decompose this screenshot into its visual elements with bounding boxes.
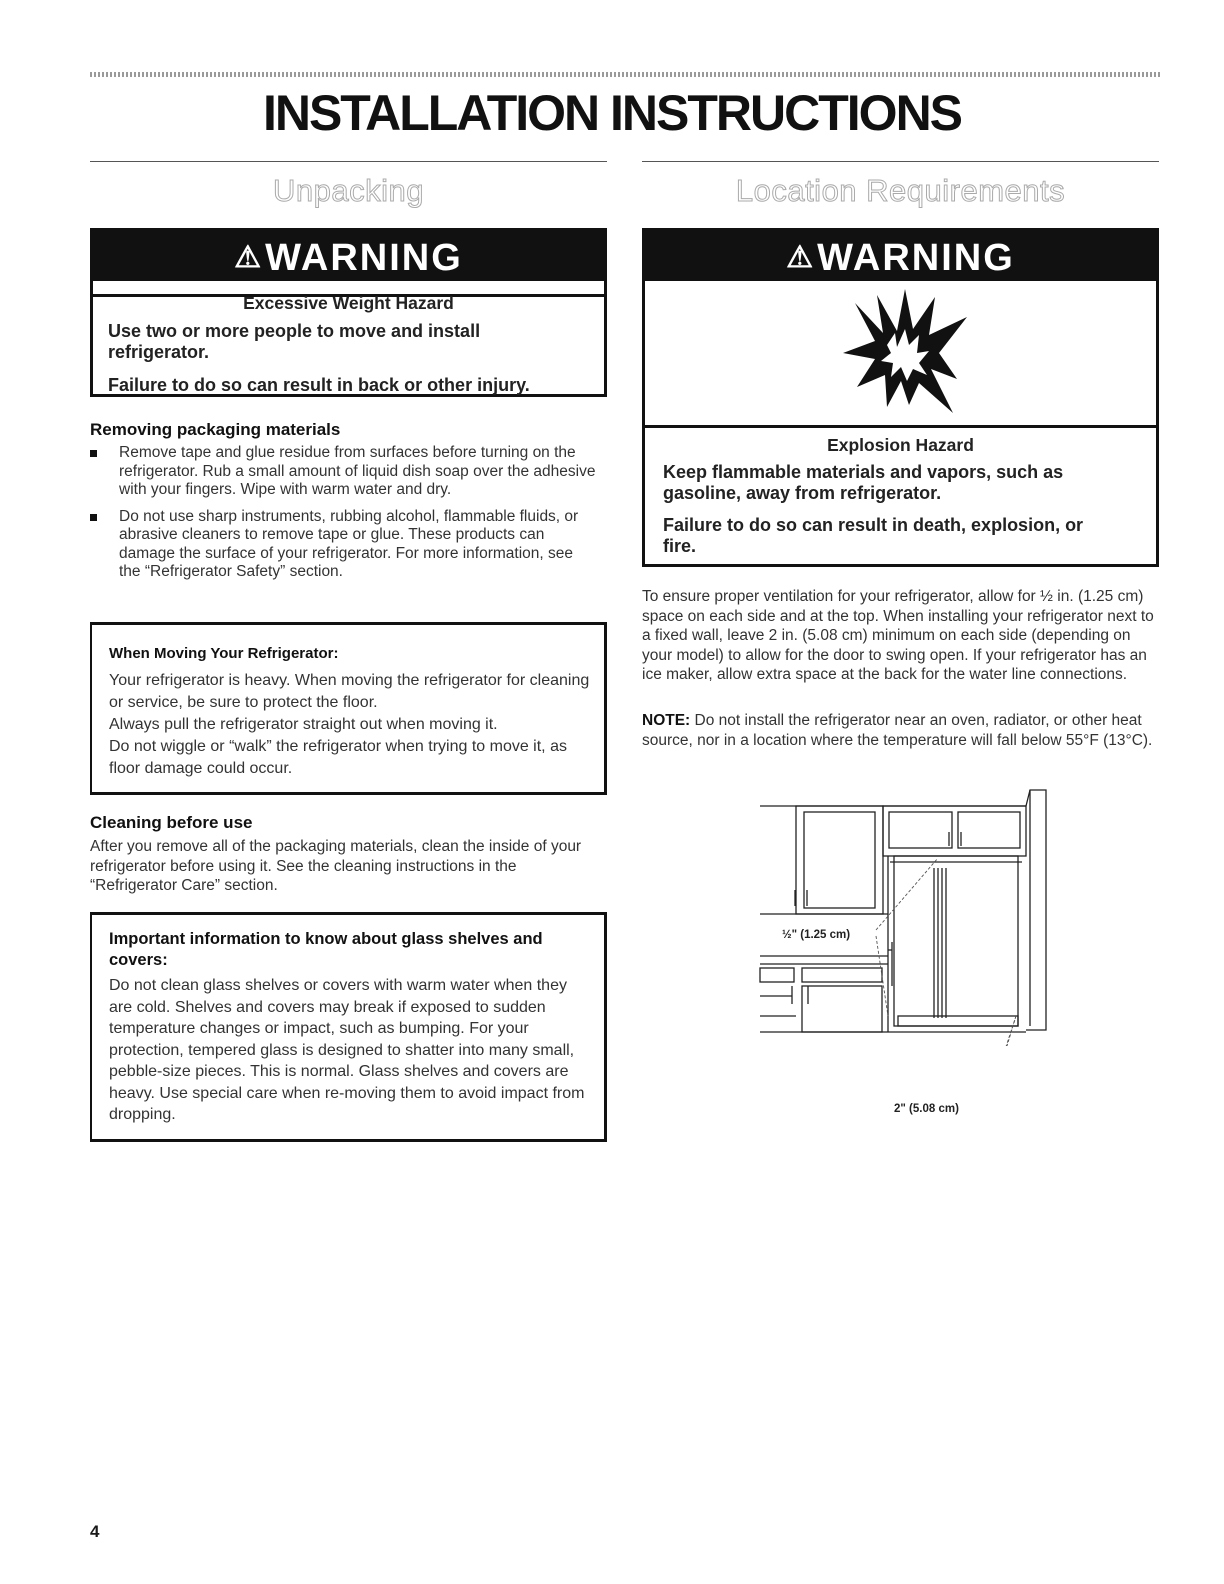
explosion-icon (835, 283, 975, 423)
list-item: Remove tape and glue residue from surfaces before turning on the refrigerator. Rub a small amount of liquid dish soap over the adhesive with your fingers. Wipe with warm water and dry. (90, 444, 597, 500)
location-heading: Location Requirements (735, 173, 1066, 208)
removing-packaging-title: Removing packaging materials (90, 420, 341, 439)
list-item: Do not use sharp instruments, rubbing alcohol, flammable fluids, or abrasive cleaners to remove tape or glue. These products can damage the surface of your refrigerator. For more information, see the “Refrigerator Safety” section. (90, 508, 597, 582)
bullet-icon (90, 514, 97, 521)
note-label: NOTE: (642, 712, 691, 729)
glass-info-box (90, 912, 607, 1142)
hazard-instruction: Use two or more people to move and install refrigerator. (108, 321, 481, 362)
warning-triangle-icon: ⚠ (786, 241, 816, 274)
location-note (642, 711, 1159, 750)
moving-box-title: When Moving Your Refrigerator: (109, 645, 339, 662)
warning-label: WARNING (817, 237, 1015, 279)
glass-box-text: Do not clean glass shelves or covers with warm water when they are cold. Shelves and covers may break if exposed to sudden temperature changes or impact, such as bumping. For your protection, tempered glass is designed to shatter into many small, pebble-size pieces. This is normal. Glass shelves and covers are heavy. Use special care when re-moving them to avoid impact from dropping. (109, 977, 585, 1123)
note-text: Do not install the refrigerator near an oven, radiator, or other heat source, nor in a location where the temperature will fall below 55°F (13°C). (642, 712, 1153, 749)
refrigerator-clearance-diagram (758, 786, 1058, 1046)
cleaning-text: After you remove all of the packaging materials, clean the inside of your refrigerator before using it. See the cleaning instructions in the “Refrigerator Care” section. (90, 838, 582, 894)
unpacking-heading: Unpacking (273, 173, 424, 208)
header-rule (90, 72, 1160, 77)
cleaning-title: Cleaning before use (90, 813, 253, 832)
weight-warning-body (90, 293, 607, 397)
side-clearance-label: 2" (5.08 cm) (894, 1103, 959, 1115)
page-title: INSTALLATION INSTRUCTIONS (262, 85, 962, 141)
glass-box-title: Important information to know about glass shelves and covers: (109, 930, 543, 969)
removing-packaging-list (90, 444, 597, 590)
hazard-consequence: Failure to do so can result in back or other injury. (108, 375, 530, 395)
hazard-title: Explosion Hazard (827, 435, 974, 455)
hazard-instruction: Keep flammable materials and vapors, such as gasoline, away from refrigerator. (663, 462, 1064, 503)
hazard-consequence: Failure to do so can result in death, explosion, or fire. (663, 515, 1084, 556)
weight-warning-box (90, 228, 607, 297)
unpacking-rule (90, 161, 607, 162)
hazard-title: Excessive Weight Hazard (243, 293, 454, 313)
moving-box-text: Your refrigerator is heavy. When moving the refrigerator for cleaning or service, be sure to protect the floor. Always pull the refrigerator straight out when moving it. Do not wiggle or “walk” the refrigerator when trying to move it, as floor damage could occur. (109, 672, 590, 777)
bullet-icon (90, 450, 97, 457)
top-clearance-label: ½" (1.25 cm) (782, 929, 851, 941)
location-rule (642, 161, 1159, 162)
page-number: 4 (90, 1522, 100, 1541)
warning-triangle-icon: ⚠ (234, 241, 264, 274)
moving-info-box (90, 622, 607, 795)
warning-banner (93, 231, 604, 281)
ventilation-text: To ensure proper ventilation for your refrigerator, allow for ½ in. (1.25 cm) space on each side and at the top. When installing your refrigerator next to a fixed wall, leave 2 in. (5.08 cm) minimum on each side (depending on your model) to allow for the door to swing open. If your refrigerator has an ice maker, allow extra space at the back for the water line connections. (642, 588, 1154, 683)
warning-banner (645, 231, 1156, 281)
warning-label: WARNING (265, 237, 463, 279)
explosion-warning-box (642, 228, 1159, 428)
explosion-warning-body (642, 427, 1159, 567)
